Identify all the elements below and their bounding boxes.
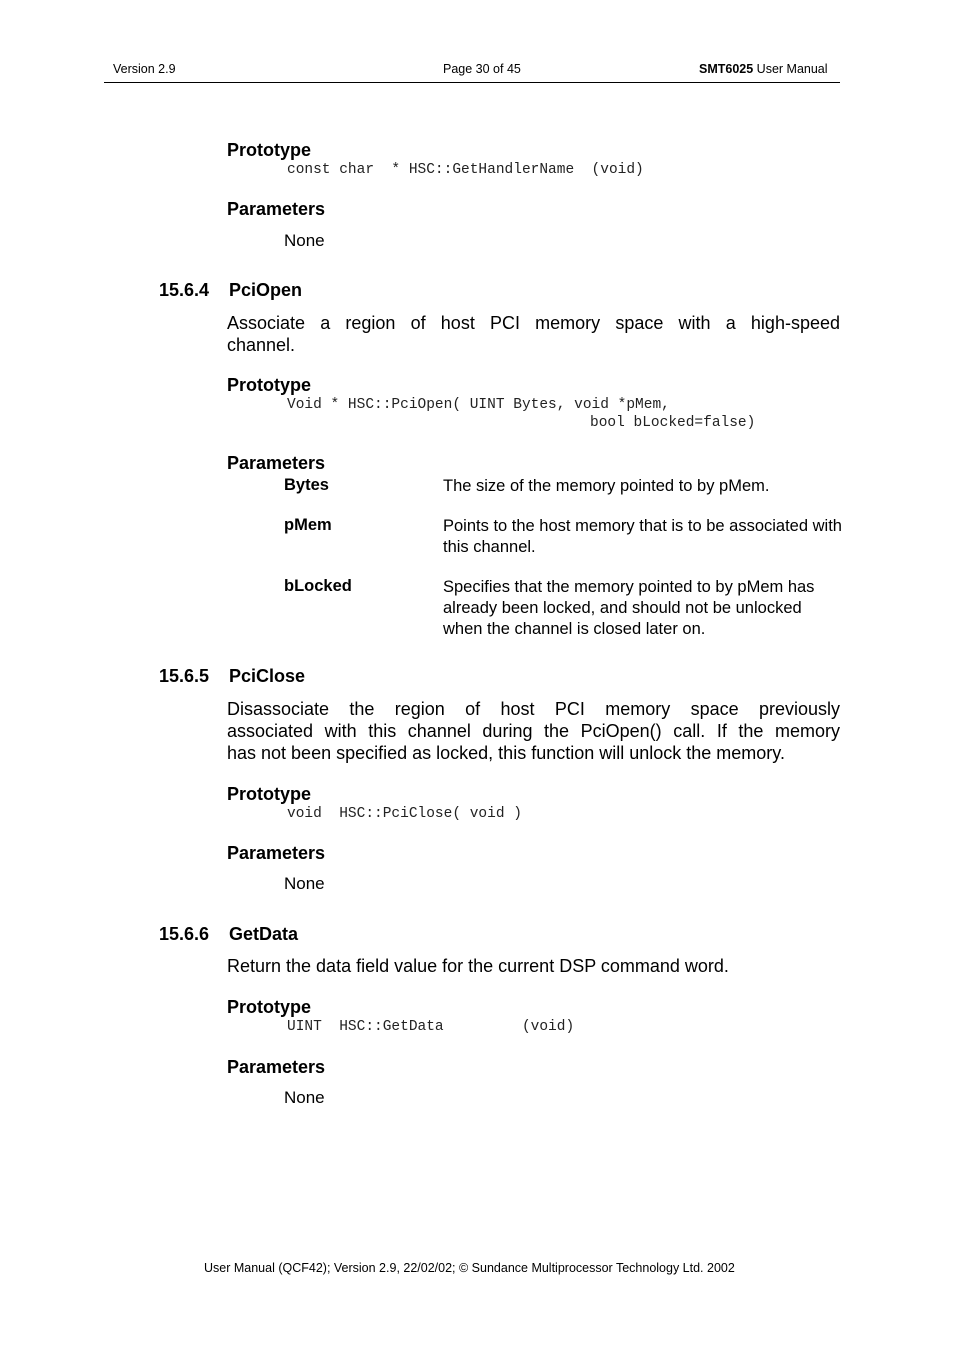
section-number-pciopen: 15.6.4 [159, 280, 210, 300]
section-title-pciopen: PciOpen [229, 280, 303, 300]
pciopen-parameters-heading: Parameters [227, 453, 326, 473]
header-version: Version 2.9 [113, 62, 176, 76]
section-title-getdata: GetData [229, 924, 299, 944]
getdata-description: Return the data field value for the current DSP command word. [227, 956, 729, 976]
pciopen-description-line: Associate a region of host PCI memory space with a high-speed [227, 313, 840, 333]
getdata-parameters-heading: Parameters [227, 1057, 326, 1077]
pciclose-prototype-heading: Prototype [227, 784, 312, 804]
section-title-pciclose: PciClose [229, 666, 306, 686]
param-desc-blocked: Specifies that the memory pointed to by pMem has already been locked, and should not be unlocked when the channel is closed later on. [443, 578, 815, 638]
header-product: SMT6025 [699, 62, 754, 76]
pciclose-description-line: associated with this channel during the PciOpen() call. If the memory [227, 721, 840, 741]
header-rule [104, 82, 840, 83]
header-manual-label: User Manual [753, 62, 828, 76]
header-manual-title [699, 62, 828, 76]
pciopen-description-line: channel. [227, 335, 296, 355]
gethandlername-prototype-heading: Prototype [227, 140, 312, 160]
gethandlername-parameters-heading: Parameters [227, 199, 326, 219]
getdata-parameters-none: None [284, 1088, 325, 1107]
pciclose-prototype-code: void HSC::PciClose( void ) [287, 806, 522, 822]
section-number-pciclose: 15.6.5 [159, 666, 210, 686]
getdata-prototype-code: UINT HSC::GetData (void) [287, 1019, 575, 1035]
param-desc-pmem: Points to the host memory that is to be associated with this channel. [443, 517, 842, 556]
pciclose-parameters-none: None [284, 874, 325, 893]
pciopen-prototype-heading: Prototype [227, 375, 312, 395]
pciclose-description [227, 698, 840, 764]
gethandlername-parameters-none: None [284, 231, 325, 250]
pciopen-prototype-code-line1: Void * HSC::PciOpen( UINT Bytes, void *pMem, [287, 397, 670, 413]
pciclose-description-line: has not been specified as locked, this function will unlock the memory. [227, 743, 785, 763]
section-number-getdata: 15.6.6 [159, 924, 210, 944]
header-page-number: Page 30 of 45 [443, 62, 521, 76]
param-name-bytes: Bytes [284, 476, 329, 494]
param-name-blocked: bLocked [284, 577, 352, 595]
footer-copyright: User Manual (QCF42); Version 2.9, 22/02/02; © Sundance Multiprocessor Technology Ltd. 2002 [204, 1261, 735, 1275]
pciclose-parameters-heading: Parameters [227, 843, 326, 863]
pciopen-prototype-code-line2: bool bLocked=false) [590, 415, 756, 431]
getdata-prototype-heading: Prototype [227, 997, 312, 1017]
gethandlername-prototype-code: const char * HSC::GetHandlerName (void) [287, 162, 644, 178]
pciopen-description [227, 312, 840, 356]
param-name-pmem: pMem [284, 516, 332, 534]
pciclose-description-line: Disassociate the region of host PCI memory space previously [227, 699, 840, 719]
param-desc-bytes: The size of the memory pointed to by pMem. [443, 477, 770, 495]
